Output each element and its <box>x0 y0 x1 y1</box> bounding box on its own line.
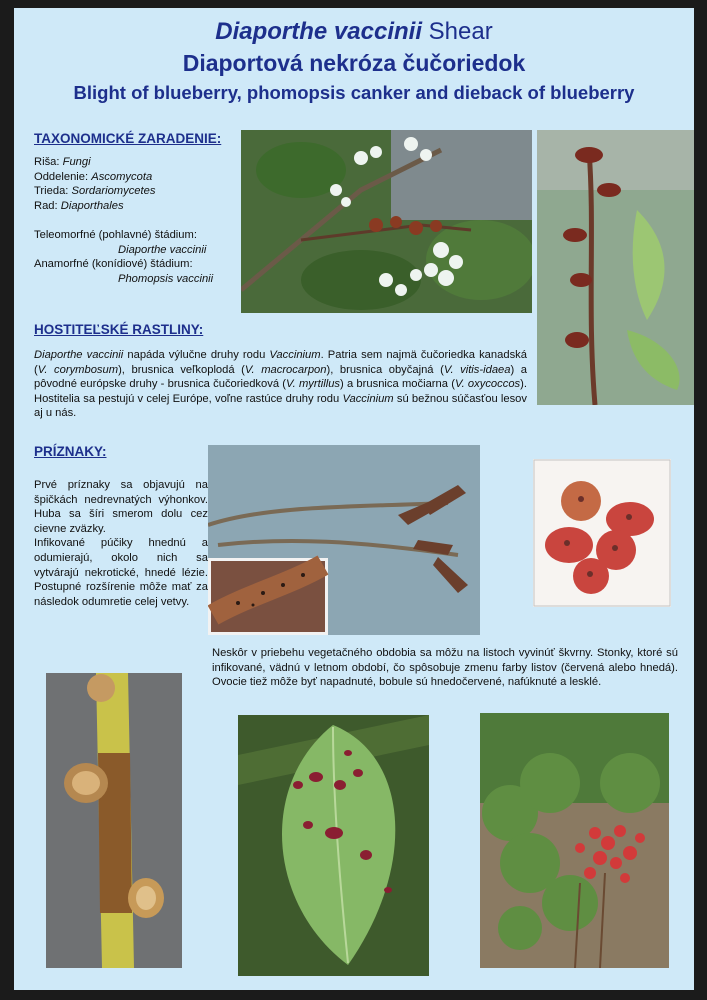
photo-flowering-branch <box>241 130 532 313</box>
symptoms-text-later: Neskôr v priebehu vegetačného obdobia sa môžu na listoch vyvinúť škvrny. Stonky, ktoré sú infikované, vädnú v letnom období, čo spôsobuje zmenu farby listov (červená alebo hnedá). Ovocie tiež môže byť napadnuté, bobule sú hnedočervené, nafúknuté a lesklé. <box>212 647 678 689</box>
hosts-heading: HOSTITEĽSKÉ RASTLINY: <box>34 322 204 337</box>
symptoms-paragraph: Infikované púčiky hnednú a odumierajú, okolo nich sa vytvárajú nekrotické, hnedé lézie. Postupné rozšírenie môže mať za následok odumretie celej vetvy. <box>34 537 208 608</box>
species-italic: V. corymbosum <box>37 363 119 376</box>
photo-infected-buds <box>46 673 182 968</box>
species-italic: V. oxycoccos <box>454 378 521 391</box>
text-run: ) a pôvodné európske druhy - brusnica čučoriedková ( <box>34 363 527 391</box>
species-italic: V. macrocarpon <box>244 363 327 376</box>
text-run: ) a brusnica močiarna ( <box>340 378 455 391</box>
photo-dying-shoot <box>537 130 694 405</box>
text-run: napáda výlučne druhy rodu <box>123 349 270 361</box>
photo-infected-berries <box>533 459 671 607</box>
anamorph-value: Phomopsis vaccinii <box>118 272 214 285</box>
taxonomy-label: Riša: <box>34 156 60 168</box>
text-run: . Patria sem najmä čučoriedka kanadská ( <box>34 349 527 376</box>
text-run: ), brusnica obyčajná ( <box>326 363 444 376</box>
teleomorph-label: Teleomorfné (pohlavné) štádium: <box>34 228 197 241</box>
taxonomy-label: Trieda: <box>34 185 69 198</box>
taxonomy-value: Fungi <box>62 156 91 168</box>
species-italic: V. vitis-idaea <box>443 363 511 376</box>
taxonomy-heading: TAXONOMICKÉ ZARADENIE: <box>34 131 222 146</box>
poster <box>14 8 694 990</box>
taxonomy-value: Ascomycota <box>91 170 153 183</box>
taxonomy-row <box>34 155 244 170</box>
teleomorph-value: Diaporthe vaccinii <box>118 243 207 256</box>
symptoms-text-left <box>34 478 208 609</box>
taxonomy-label: Oddelenie: <box>34 170 89 183</box>
species-name-italic: Diaporthe vaccinii <box>34 349 124 361</box>
photo-leaf-spots <box>238 715 429 976</box>
photo-infected-twigs <box>208 445 480 635</box>
genus-italic: Vaccinium <box>269 349 321 361</box>
taxonomy-value: Diaporthales <box>60 199 124 212</box>
photo-dying-bush <box>480 713 669 968</box>
slovak-disease-name: Diaportová nekróza čučoriedok <box>182 50 526 76</box>
taxonomy-value: Sordariomycetes <box>71 185 156 198</box>
text-run: ), brusnica veľkoplodá ( <box>118 363 245 376</box>
english-disease-name: Blight of blueberry, phomopsis canker and dieback of blueberry <box>73 82 635 103</box>
hosts-paragraph <box>34 348 527 421</box>
genus-italic: Vaccinium <box>342 392 394 405</box>
taxonomy-row <box>34 184 244 199</box>
species-author: Shear <box>428 18 493 45</box>
taxonomy-label: Rad: <box>34 199 58 212</box>
species-name: Diaporthe vaccinii <box>215 18 422 45</box>
taxonomy-row <box>34 199 244 214</box>
species-italic: V. myrtillus <box>286 378 341 391</box>
text-run: ). Hostitelia sa pestujú v celej Európe, voľne rastúce druhy rodu <box>34 378 527 405</box>
taxonomy-block <box>34 155 244 286</box>
symptoms-heading: PRÍZNAKY: <box>34 444 107 459</box>
text-run: sú bežnou súčasťou lesov aj u nás. <box>34 392 528 420</box>
taxonomy-row <box>34 170 244 185</box>
species-title <box>14 18 694 46</box>
symptoms-paragraph: Prvé príznaky sa objavujú na špičkách nedrevnatých výhonkov. Huba sa šíri smerom dolu cez cievne zväzky. <box>34 479 208 535</box>
anamorph-label: Anamorfné (konídiové) štádium: <box>34 258 193 271</box>
